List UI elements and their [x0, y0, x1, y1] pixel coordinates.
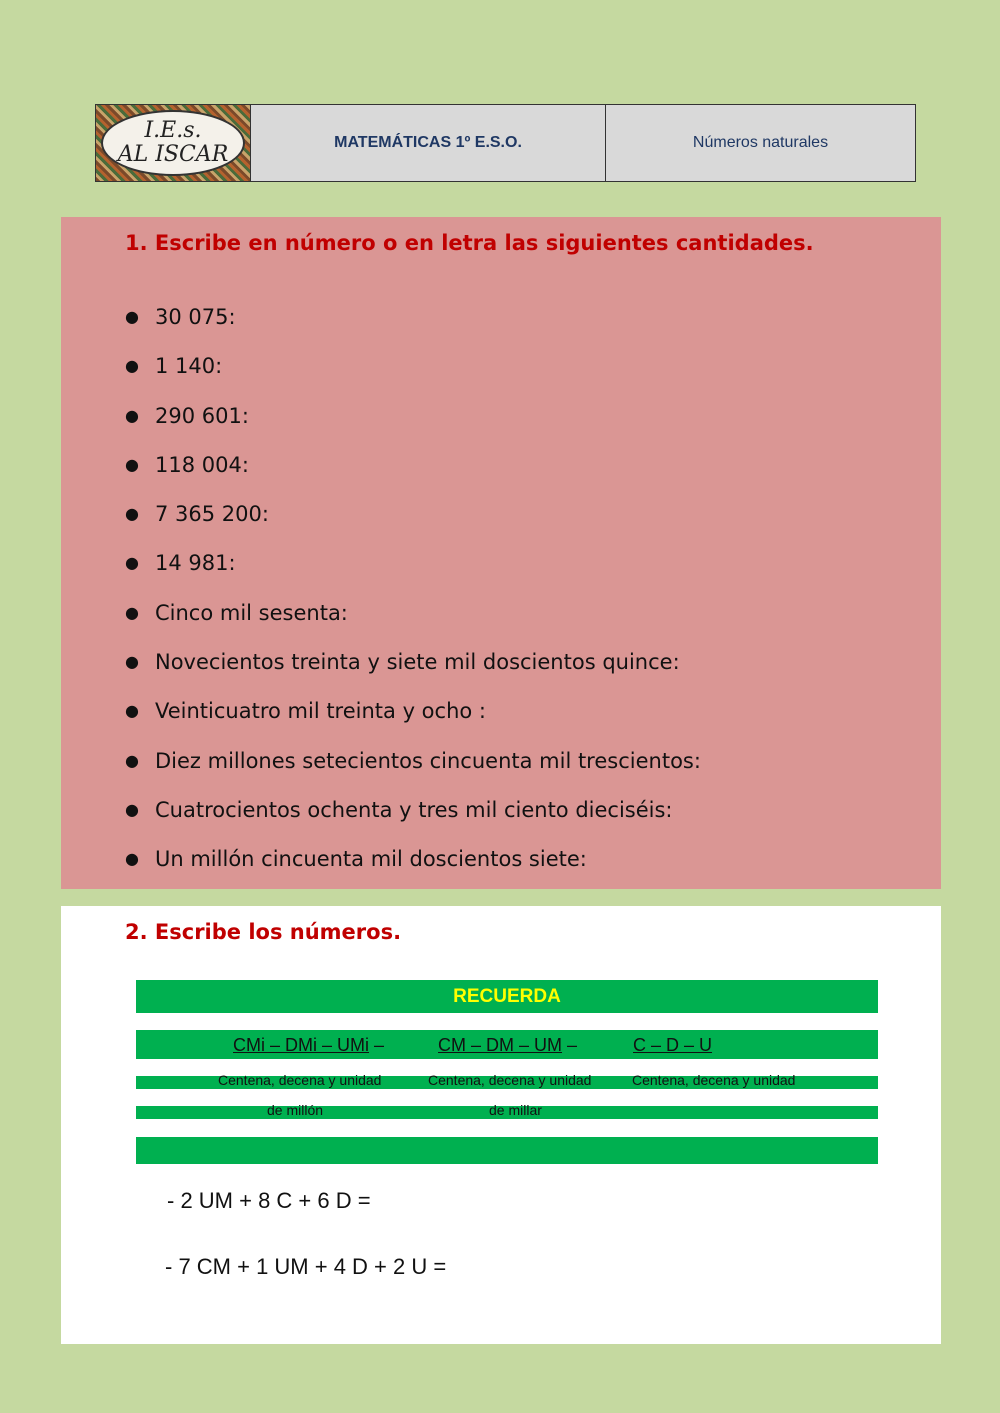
exercise-2-title: 2. Escribe los números. — [125, 920, 402, 944]
list-item: ● Diez millones setecientos cincuenta mil trescientos: — [125, 748, 701, 773]
exercise-1-title: 1. Escribe en número o en letra las siguientes cantidades. — [125, 231, 814, 255]
bullet-icon: ● — [125, 454, 139, 474]
logo-line-2: AL ISCAR — [117, 142, 229, 167]
list-item: ● 7 365 200: — [125, 502, 269, 527]
list-item: ● Cinco mil sesenta: — [125, 600, 348, 625]
exercise-2-panel — [61, 906, 941, 1344]
bullet-icon: ● — [125, 504, 139, 524]
list-item: ● 290 601: — [125, 403, 249, 428]
empty-band — [136, 1137, 878, 1164]
list-item: ● 1 140: — [125, 354, 223, 379]
caption-units: Centena, decena y unidad — [632, 1072, 796, 1088]
school-logo-oval — [101, 110, 245, 176]
school-logo — [96, 105, 251, 181]
list-item: ● 30 075: — [125, 305, 236, 329]
expression-1: - 2 UM + 8 C + 6 D = — [167, 1188, 371, 1213]
bullet-icon: ● — [125, 602, 139, 622]
bullet-icon: ● — [125, 405, 139, 425]
bullet-icon: ● — [125, 652, 139, 672]
caption-of-million: de millón — [267, 1102, 324, 1118]
bullet-icon: ● — [125, 849, 139, 869]
thousands-places: CM – DM – UM – — [438, 1034, 578, 1055]
bullet-icon: ● — [125, 307, 139, 326]
logo-line-1: I.E.s. — [144, 118, 202, 143]
list-item: ● Un millón cincuenta mil doscientos siete: — [125, 847, 587, 872]
caption-of-thousand: de millar — [489, 1102, 542, 1118]
list-item: ● Veinticuatro mil treinta y ocho : — [125, 699, 486, 724]
bullet-icon: ● — [125, 553, 139, 573]
millions-places: CMi – DMi – UMi – — [233, 1034, 385, 1055]
bullet-icon: ● — [125, 799, 139, 819]
bullet-icon: ● — [125, 750, 139, 770]
list-item: ● 118 004: — [125, 452, 249, 477]
list-item: ● Novecientos treinta y siete mil doscientos quince: — [125, 650, 680, 675]
caption-thousands: Centena, decena y unidad — [428, 1072, 592, 1088]
exercise-1-list — [125, 303, 701, 895]
topic-title: Números naturales — [692, 134, 829, 151]
header-table — [95, 104, 916, 182]
exercise-1-panel — [61, 217, 941, 889]
recuerda-banner: RECUERDA — [136, 980, 878, 1013]
list-item: ● 14 981: — [125, 551, 236, 576]
list-item: ● Cuatrocientos ochenta y tres mil ciento dieciséis: — [125, 797, 673, 822]
subject-title: MATEMÁTICAS 1º E.S.O. — [251, 105, 606, 181]
expression-2: - 7 CM + 1 UM + 4 D + 2 U = — [165, 1254, 447, 1279]
caption-millions: Centena, decena y unidad — [218, 1072, 382, 1088]
units-places: C – D – U — [633, 1034, 713, 1055]
bullet-icon: ● — [125, 356, 139, 376]
bullet-icon: ● — [125, 701, 139, 721]
